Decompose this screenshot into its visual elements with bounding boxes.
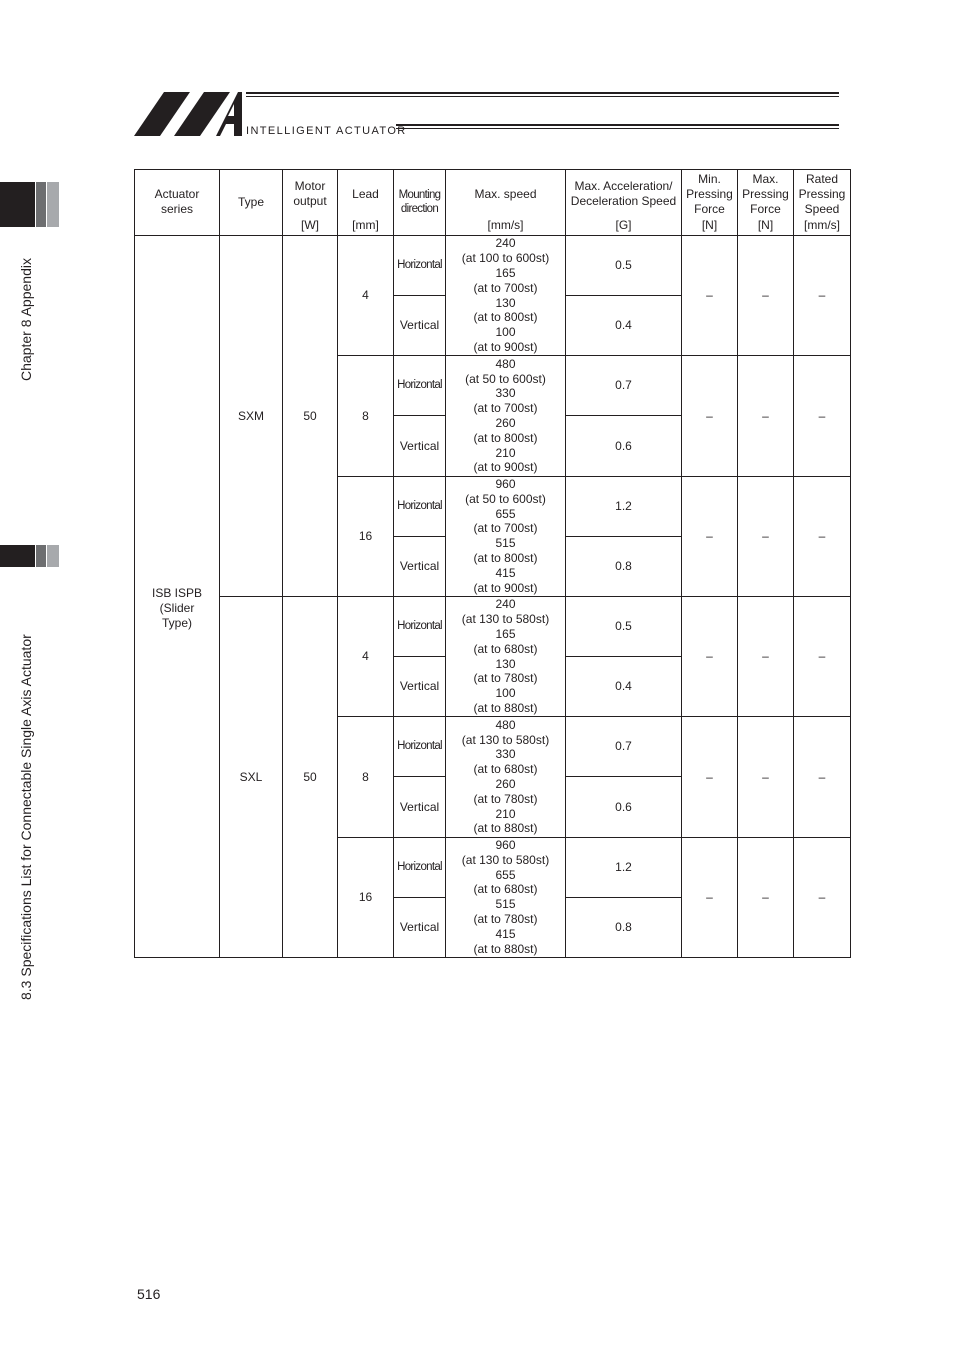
rated-speed-cell: – <box>794 476 851 596</box>
max-speed-line: 165 <box>495 266 516 281</box>
max-speed-line: (at to 900st) <box>473 460 538 475</box>
series-cell: ISB ISPB (Slider Type) <box>135 236 220 958</box>
rated-speed-cell: – <box>794 356 851 476</box>
mounting-vertical: Vertical <box>394 897 446 957</box>
accel-vertical: 0.6 <box>566 777 682 837</box>
accel-horizontal: 0.5 <box>566 596 682 656</box>
header-motor: Motor output [W] <box>283 170 338 236</box>
max-speed-line: 165 <box>495 627 516 641</box>
lead-cell: 16 <box>338 837 394 957</box>
table-row <box>135 596 851 656</box>
header-min-force: Min. Pressing Force [N] <box>682 170 738 236</box>
max-speed-line: 330 <box>495 386 516 401</box>
lead-cell: 4 <box>338 596 394 716</box>
lead-cell: 8 <box>338 717 394 837</box>
max-speed-line: 480 <box>495 356 516 371</box>
max-force-cell: – <box>738 596 794 716</box>
header-rule-bottom-1 <box>396 124 839 126</box>
max-speed-line: (at 130 to 580st) <box>461 732 550 747</box>
max-speed-cell <box>446 717 566 837</box>
max-speed-line: (at 130 to 580st) <box>461 612 550 627</box>
motor-cell: 50 <box>283 596 338 957</box>
header-lead: Lead [mm] <box>338 170 394 236</box>
max-speed-cell <box>446 596 566 716</box>
max-speed-line: 100 <box>495 325 516 340</box>
max-speed-line: 415 <box>495 565 516 580</box>
iai-logo <box>134 88 246 138</box>
header-mounting: Mounting direction <box>394 170 446 236</box>
mounting-horizontal: Horizontal <box>394 717 446 777</box>
max-force-cell: – <box>738 236 794 356</box>
mounting-horizontal: Horizontal <box>394 236 446 296</box>
min-force-cell: – <box>682 837 738 957</box>
max-speed-line: 210 <box>495 806 516 821</box>
rated-speed-cell: – <box>794 837 851 957</box>
max-speed-line: (at to 800st) <box>473 551 538 566</box>
max-speed-line: (at to 680st) <box>473 641 538 656</box>
max-speed-line: (at to 800st) <box>473 430 538 445</box>
max-speed-line: (at to 680st) <box>473 762 538 777</box>
max-speed-line: 515 <box>495 536 516 551</box>
mounting-horizontal: Horizontal <box>394 356 446 416</box>
min-force-cell: – <box>682 476 738 596</box>
section-label: 8.3 Specifications List for Connectable Single Axis Actuator <box>18 634 34 1000</box>
max-speed-line: 130 <box>495 295 516 310</box>
max-speed-line: 480 <box>495 717 516 732</box>
lead-cell: 16 <box>338 476 394 596</box>
max-speed-line: (at to 880st) <box>473 821 538 836</box>
max-speed-line: (at to 800st) <box>473 310 538 325</box>
mounting-vertical: Vertical <box>394 296 446 356</box>
accel-horizontal: 0.7 <box>566 356 682 416</box>
max-speed-cell <box>446 476 566 596</box>
max-speed-line: (at to 700st) <box>473 280 538 295</box>
max-speed-line: 960 <box>495 838 516 853</box>
table-row <box>135 236 851 296</box>
max-speed-line: (at to 780st) <box>473 671 538 686</box>
max-speed-line: (at 50 to 600st) <box>465 491 546 506</box>
accel-horizontal: 1.2 <box>566 476 682 536</box>
max-speed-line: (at to 700st) <box>473 401 538 416</box>
max-speed-line: (at to 700st) <box>473 521 538 536</box>
max-speed-line: 330 <box>495 747 516 762</box>
max-speed-line: (at 130 to 580st) <box>461 852 550 867</box>
max-force-cell: – <box>738 476 794 596</box>
max-speed-cell <box>446 356 566 476</box>
min-force-cell: – <box>682 236 738 356</box>
mounting-horizontal: Horizontal <box>394 476 446 536</box>
max-speed-line: 100 <box>495 686 516 701</box>
max-speed-line: 240 <box>495 236 516 251</box>
accel-horizontal: 0.7 <box>566 717 682 777</box>
lead-cell: 4 <box>338 236 394 356</box>
accel-horizontal: 0.5 <box>566 236 682 296</box>
motor-cell: 50 <box>283 236 338 597</box>
min-force-cell: – <box>682 356 738 476</box>
header-max-force: Max. Pressing Force [N] <box>738 170 794 236</box>
max-force-cell: – <box>738 356 794 476</box>
max-speed-line: 415 <box>495 926 516 941</box>
max-speed-line: (at to 780st) <box>473 791 538 806</box>
header-rule-top-2 <box>246 96 839 97</box>
brand-name: INTELLIGENT ACTUATOR <box>246 125 407 137</box>
max-speed-line: (at 100 to 600st) <box>461 251 550 266</box>
accel-vertical: 0.4 <box>566 657 682 717</box>
max-speed-line: 130 <box>495 656 516 671</box>
accel-vertical: 0.8 <box>566 536 682 596</box>
max-speed-line: 960 <box>495 477 516 492</box>
max-speed-line: 240 <box>495 597 516 612</box>
page-number: 516 <box>137 1286 161 1302</box>
max-speed-line: 210 <box>495 445 516 460</box>
max-speed-line: (at to 880st) <box>473 700 538 715</box>
accel-vertical: 0.4 <box>566 296 682 356</box>
min-force-cell: – <box>682 717 738 837</box>
type-cell: SXL <box>220 596 283 957</box>
max-speed-line: (at to 780st) <box>473 912 538 927</box>
max-force-cell: – <box>738 837 794 957</box>
max-speed-line: 655 <box>495 506 516 521</box>
max-speed-cell <box>446 837 566 957</box>
mounting-vertical: Vertical <box>394 657 446 717</box>
specifications-table <box>134 169 851 958</box>
header-accel: Max. Acceleration/ Deceleration Speed [G] <box>566 170 682 236</box>
mounting-vertical: Vertical <box>394 777 446 837</box>
header-type: Type <box>220 170 283 236</box>
max-speed-line: (at to 880st) <box>473 941 538 956</box>
rated-speed-cell: – <box>794 236 851 356</box>
mounting-horizontal: Horizontal <box>394 596 446 656</box>
accel-vertical: 0.8 <box>566 897 682 957</box>
max-force-cell: – <box>738 717 794 837</box>
mounting-horizontal: Horizontal <box>394 837 446 897</box>
max-speed-line: 260 <box>495 776 516 791</box>
max-speed-line: 260 <box>495 415 516 430</box>
min-force-cell: – <box>682 596 738 716</box>
header-series: Actuator series <box>135 170 220 236</box>
header-rule-bottom-2 <box>396 128 839 129</box>
rated-speed-cell: – <box>794 596 851 716</box>
max-speed-line: (at to 900st) <box>473 580 538 595</box>
max-speed-line: (at to 680st) <box>473 882 538 897</box>
max-speed-line: (at 50 to 600st) <box>465 371 546 386</box>
chapter-label: Chapter 8 Appendix <box>18 258 34 381</box>
header-rated-speed: Rated Pressing Speed [mm/s] <box>794 170 851 236</box>
max-speed-line: 655 <box>495 867 516 882</box>
max-speed-cell <box>446 236 566 356</box>
accel-horizontal: 1.2 <box>566 837 682 897</box>
header-rule-top-1 <box>246 92 839 94</box>
lead-cell: 8 <box>338 356 394 476</box>
mounting-vertical: Vertical <box>394 416 446 476</box>
accel-vertical: 0.6 <box>566 416 682 476</box>
max-speed-line: (at to 900st) <box>473 340 538 355</box>
header-speed: Max. speed [mm/s] <box>446 170 566 236</box>
type-cell: SXM <box>220 236 283 597</box>
max-speed-line: 515 <box>495 897 516 912</box>
rated-speed-cell: – <box>794 717 851 837</box>
mounting-vertical: Vertical <box>394 536 446 596</box>
